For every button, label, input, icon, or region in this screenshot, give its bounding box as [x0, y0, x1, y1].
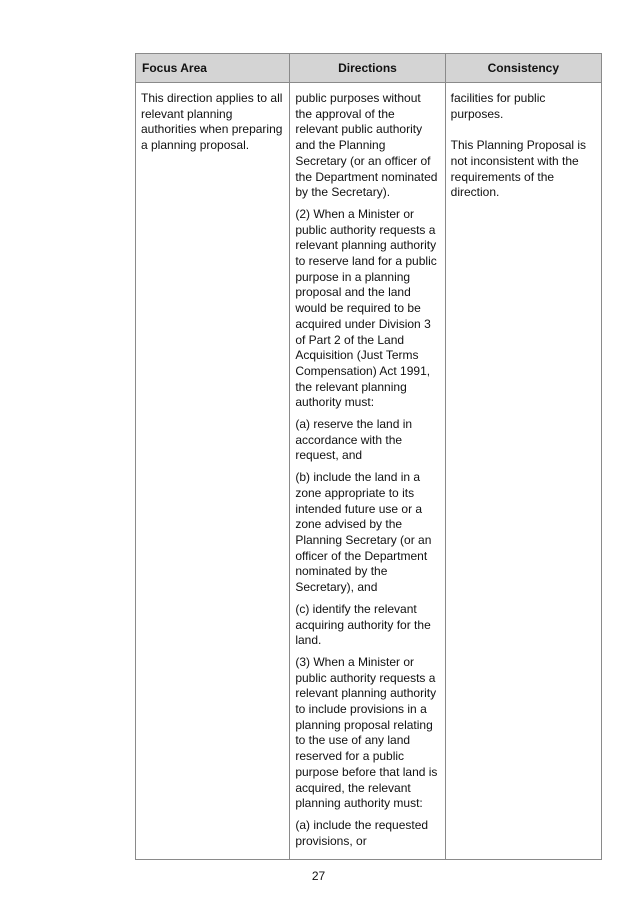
- focus-area-text: This direction applies to all relevant planning authorities when preparing a planning proposal.: [141, 91, 283, 153]
- consistency-paragraph: This Planning Proposal is not inconsistent with the requirements of the direction.: [450, 138, 587, 200]
- directions-table: [135, 53, 602, 860]
- table-header-row: [136, 54, 602, 83]
- directions-paragraph: (a) reserve the land in accordance with the request, and: [295, 417, 413, 463]
- consistency-paragraph: facilities for public purposes.: [450, 91, 546, 121]
- header-focus-area: Focus Area: [136, 54, 290, 83]
- focus-area-cell: [136, 83, 290, 860]
- directions-paragraph: public purposes without the approval of the relevant public authority and the Planning Secretary (or an officer of the Department nominated by the Secretary).: [295, 91, 438, 200]
- table-row: [136, 83, 602, 860]
- page-number: 27: [311, 869, 326, 883]
- consistency-cell: [445, 83, 601, 860]
- directions-paragraph: (2) When a Minister or public authority requests a relevant planning authority to reserve land for a public purpose in a planning proposal and the land would be required to be acquired under Division 3 of Part 2 of the Land Acquisition (Just Terms Compensation) Act 1991, the relevant planning authority must:: [295, 206, 437, 410]
- directions-paragraph: (a) include the requested provisions, or: [295, 817, 429, 848]
- directions-cell: [290, 83, 445, 860]
- directions-paragraph: (3) When a Minister or public authority requests a relevant planning authority to include provisions in a planning proposal relating to the use of any land reserved for a public purpose before that land is acquired, the relevant planning authority must:: [295, 654, 438, 811]
- header-consistency: Consistency: [445, 54, 601, 83]
- directions-paragraph: (c) identify the relevant acquiring authority for the land.: [295, 601, 431, 648]
- header-directions: Directions: [290, 54, 445, 83]
- directions-paragraph: (b) include the land in a zone appropriate to its intended future use or a zone advised by the Planning Secretary (or an officer of the Department nominated by the Secretary), and: [295, 470, 432, 595]
